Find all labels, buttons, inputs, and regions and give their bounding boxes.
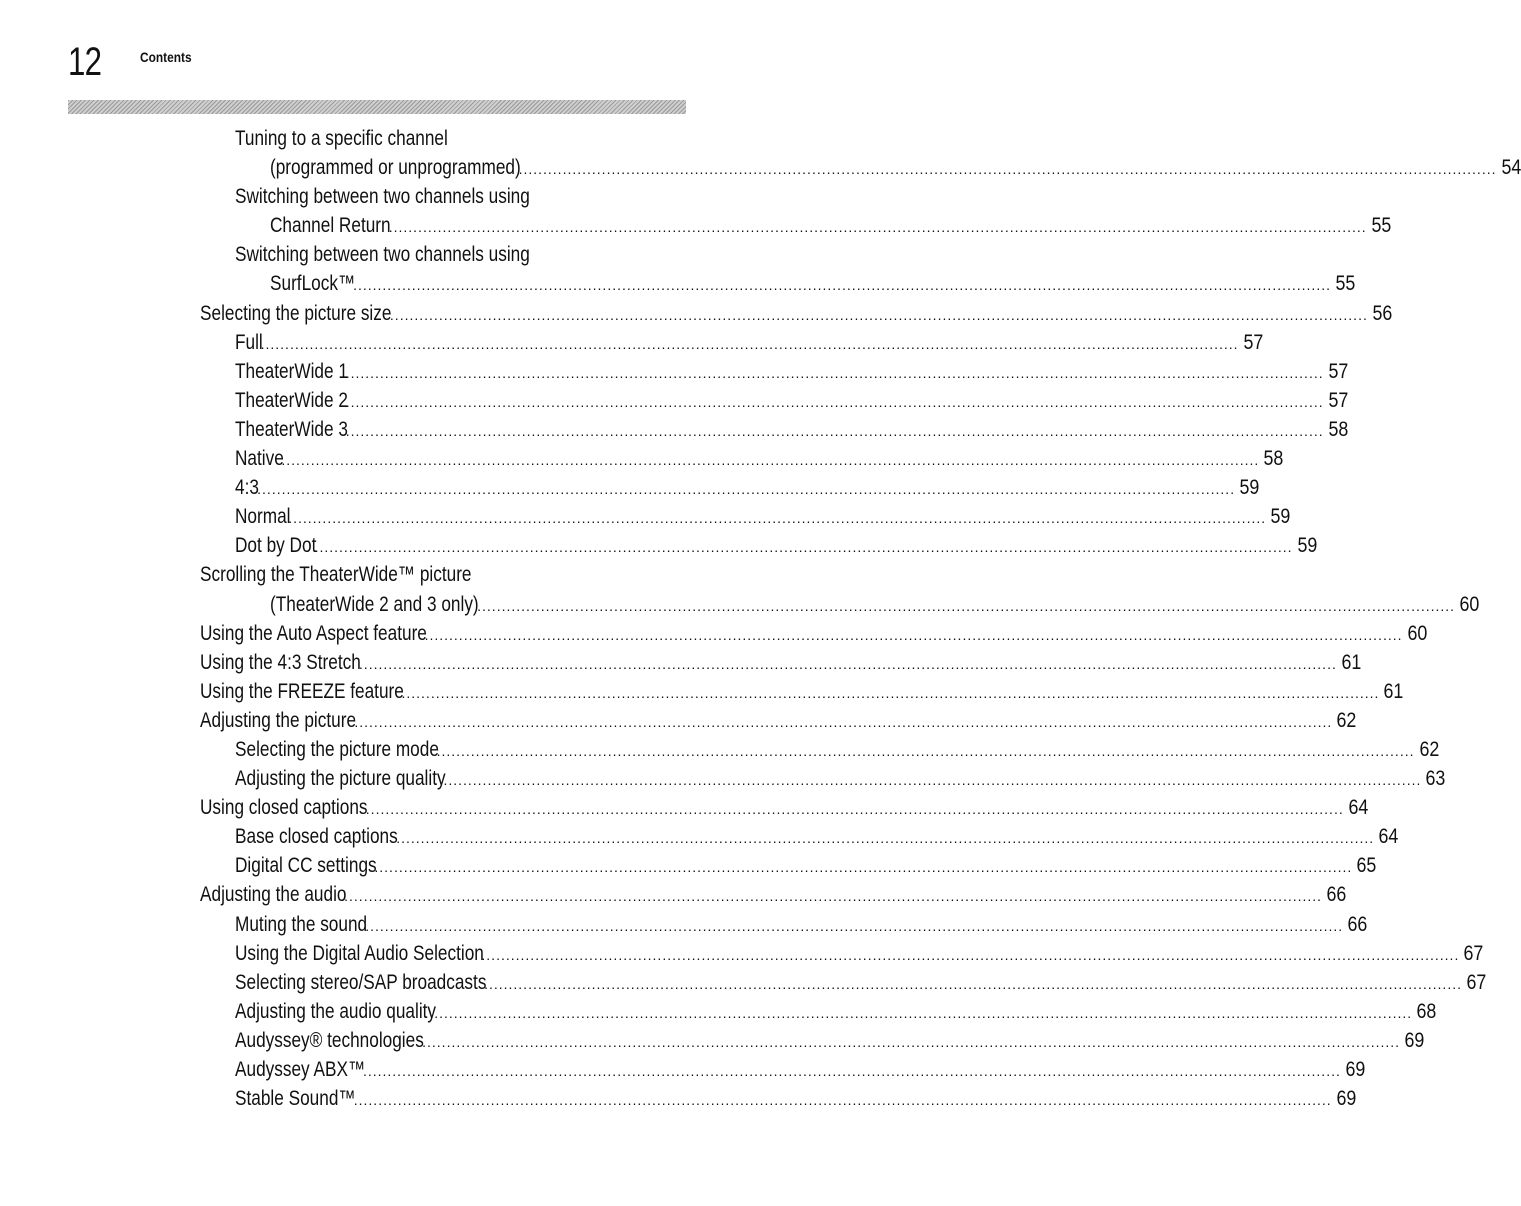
dot-leader: ........................................................................................................................................................................................................ bbox=[257, 481, 1236, 498]
toc-entry-title: 4:3 bbox=[235, 476, 259, 500]
dot-leader: ........................................................................................................................................................................................................ bbox=[422, 1033, 1401, 1050]
toc-entry-title: Using the Auto Aspect feature bbox=[200, 621, 427, 645]
toc-entry-title: TheaterWide 1 bbox=[235, 359, 348, 383]
toc-entry-page: 67 bbox=[1463, 941, 1484, 965]
toc-entry-page: 54 bbox=[1501, 156, 1521, 180]
toc-entry-page: 66 bbox=[1326, 883, 1347, 907]
toc-entry bbox=[200, 182, 704, 211]
toc-entry-row bbox=[235, 328, 1263, 359]
toc-entry-row bbox=[200, 299, 1393, 330]
toc-entry-page: 69 bbox=[1404, 1028, 1425, 1052]
toc-entry-title: Audyssey ABX™ bbox=[235, 1058, 366, 1081]
toc-entry-page: 66 bbox=[1347, 912, 1368, 936]
toc-entry-page: 57 bbox=[1328, 359, 1348, 383]
toc-entry-title: Full bbox=[235, 330, 263, 354]
toc-entry bbox=[200, 1084, 1357, 1113]
toc-entry-title: Digital CC settings bbox=[235, 854, 377, 878]
toc-entry-page: 55 bbox=[1335, 272, 1356, 296]
toc-entry-row bbox=[235, 997, 1437, 1028]
toc-entry bbox=[200, 444, 1284, 473]
toc-entry-row bbox=[270, 269, 1356, 300]
toc-entry bbox=[200, 910, 1368, 939]
dot-leader: ........................................................................................................................................................................................................ bbox=[436, 742, 1415, 759]
dot-leader: ........................................................................................................................................................................................................ bbox=[396, 830, 1375, 847]
dot-leader: ........................................................................................................................................................................................................ bbox=[401, 684, 1380, 701]
toc-entry-row bbox=[235, 851, 1377, 882]
toc-entry bbox=[200, 415, 1348, 444]
toc-entry-row bbox=[235, 735, 1439, 766]
toc-entry-row bbox=[235, 444, 1284, 475]
toc-entry-row bbox=[235, 910, 1368, 941]
toc-entry-page: 67 bbox=[1466, 970, 1487, 994]
toc-entry-row bbox=[235, 415, 1348, 446]
dot-leader: ........................................................................................................................................................................................................ bbox=[365, 917, 1344, 934]
toc-entry-title: Using the 4:3 Stretch bbox=[200, 650, 361, 674]
toc-entry-title: (TheaterWide 2 and 3 only) bbox=[270, 592, 479, 616]
toc-entry-row bbox=[270, 153, 1521, 184]
header-rule bbox=[68, 100, 686, 114]
toc-entry-page: 58 bbox=[1328, 417, 1348, 441]
toc-entry-page: 59 bbox=[1297, 534, 1317, 558]
dot-leader: ........................................................................................................................................................................................................ bbox=[424, 626, 1403, 643]
toc-entry-row bbox=[235, 968, 1487, 999]
dot-leader: ........................................................................................................................................................................................................ bbox=[281, 452, 1260, 469]
dot-leader: ........................................................................................................................................................................................................ bbox=[344, 888, 1323, 905]
dot-leader: ........................................................................................................................................................................................................ bbox=[362, 1063, 1341, 1079]
toc-entry-row bbox=[235, 1055, 1366, 1086]
toc-entry bbox=[200, 648, 1362, 677]
toc-entry-row bbox=[270, 590, 1480, 621]
toc-entry-title: Dot by Dot bbox=[235, 534, 317, 558]
toc-entry-row bbox=[235, 764, 1446, 795]
toc-entry-title: Stable Sound™ bbox=[235, 1087, 356, 1111]
toc-entry-row bbox=[235, 1026, 1425, 1057]
toc-entry-row bbox=[235, 386, 1348, 417]
toc-entry bbox=[200, 793, 1369, 822]
toc-entry-title: Using the FREEZE feature bbox=[200, 679, 404, 703]
toc-entry-title: Adjusting the picture quality bbox=[235, 767, 446, 791]
dot-leader: ........................................................................................................................................................................................................ bbox=[484, 975, 1462, 992]
toc-entry-title: Channel Return bbox=[270, 214, 391, 238]
dot-leader: ........................................................................................................................................................................................................ bbox=[345, 422, 1324, 439]
dot-leader: ........................................................................................................................................................................................................ bbox=[389, 306, 1368, 323]
toc-entry bbox=[200, 851, 1377, 880]
toc-entry bbox=[200, 880, 1347, 909]
toc-entry-row bbox=[235, 357, 1348, 388]
toc-entry bbox=[200, 677, 1404, 706]
dot-leader: ........................................................................................................................................................................................................ bbox=[345, 393, 1324, 410]
toc-entry bbox=[200, 269, 1356, 298]
toc-entry bbox=[200, 997, 1437, 1026]
toc-entry-title: Switching between two channels using bbox=[235, 243, 530, 267]
toc-entry-title: Adjusting the audio quality bbox=[235, 999, 437, 1023]
toc-entry-page: 57 bbox=[1243, 330, 1263, 354]
toc-entry bbox=[200, 590, 1480, 619]
toc-entry-title: Tuning to a specific channel bbox=[235, 127, 448, 150]
toc-entry-page: 58 bbox=[1263, 447, 1284, 471]
toc-entry-title: Using the Digital Audio Selection bbox=[235, 941, 484, 965]
toc-entry-page: 63 bbox=[1425, 767, 1446, 791]
toc-entry-title: Adjusting the audio bbox=[200, 883, 347, 907]
toc-entry-page: 69 bbox=[1336, 1087, 1357, 1111]
dot-leader: ........................................................................................................................................................................................................ bbox=[434, 1004, 1413, 1021]
toc-entry-row bbox=[235, 822, 1399, 853]
toc-entry-title: Normal bbox=[235, 505, 291, 529]
toc-entry bbox=[200, 328, 1263, 357]
toc-entry-row bbox=[200, 677, 1404, 708]
toc-entry-page: 60 bbox=[1407, 621, 1427, 645]
toc-entry bbox=[200, 619, 1427, 648]
toc-entry-row bbox=[235, 1084, 1357, 1115]
toc-entry-title: Base closed captions bbox=[235, 825, 398, 849]
toc-entry-row bbox=[235, 531, 1317, 562]
toc-entry-title: Selecting the picture size bbox=[200, 301, 392, 325]
dot-leader: ........................................................................................................................................................................................................ bbox=[260, 335, 1239, 352]
toc-entry bbox=[200, 822, 1399, 851]
dot-leader: ........................................................................................................................................................................................................ bbox=[345, 364, 1324, 381]
toc-entry bbox=[200, 764, 1446, 793]
toc-entry-page: 69 bbox=[1345, 1058, 1366, 1081]
toc-entry bbox=[200, 153, 1521, 182]
dot-leader: ........................................................................................................................................................................................................ bbox=[353, 277, 1331, 294]
toc-entry-row bbox=[235, 502, 1291, 533]
toc-entry-title: Audyssey® technologies bbox=[235, 1028, 424, 1052]
toc-entry bbox=[200, 531, 1317, 560]
toc-entry-title: Adjusting the picture bbox=[200, 708, 357, 732]
toc-entry-row bbox=[200, 880, 1347, 911]
dot-leader: ........................................................................................................................................................................................................ bbox=[477, 597, 1456, 614]
dot-leader: ........................................................................................................................................................................................................ bbox=[388, 219, 1367, 236]
toc-entry bbox=[200, 706, 1357, 735]
toc-entry-page: 65 bbox=[1356, 854, 1377, 878]
toc-entry-title: (programmed or unprogrammed) bbox=[270, 156, 521, 180]
dot-leader: ........................................................................................................................................................................................................ bbox=[518, 161, 1497, 178]
dot-leader: ........................................................................................................................................................................................................ bbox=[314, 539, 1293, 556]
toc-entry bbox=[200, 560, 704, 589]
toc-entry-row bbox=[200, 706, 1357, 737]
toc-entry-page: 56 bbox=[1372, 301, 1393, 325]
toc-entry-row bbox=[270, 211, 1392, 242]
toc-entry-row bbox=[235, 939, 1484, 970]
dot-leader: ........................................................................................................................................................................................................ bbox=[354, 713, 1333, 730]
toc-entry-row bbox=[200, 648, 1362, 679]
toc-entry-title: Native bbox=[235, 447, 284, 471]
toc-entry-row bbox=[200, 619, 1427, 650]
toc-entry-title: Selecting stereo/SAP broadcasts bbox=[235, 970, 487, 994]
section-title: Contents bbox=[140, 49, 192, 65]
toc-entry-page: 64 bbox=[1378, 825, 1399, 849]
toc-entry-page: 59 bbox=[1270, 505, 1291, 529]
table-of-contents bbox=[200, 124, 1521, 1113]
toc-entry bbox=[200, 124, 704, 153]
toc-entry-title: TheaterWide 3 bbox=[235, 417, 348, 441]
toc-entry-page: 59 bbox=[1239, 476, 1260, 500]
toc-entry-title: Scrolling the TheaterWide™ picture bbox=[200, 563, 472, 587]
toc-entry bbox=[200, 735, 1439, 764]
dot-leader: ........................................................................................................................................................................................................ bbox=[443, 772, 1422, 789]
toc-entry-page: 57 bbox=[1328, 388, 1348, 412]
toc-entry-title: TheaterWide 2 bbox=[235, 388, 348, 412]
toc-entry-title: Muting the sound bbox=[235, 912, 368, 936]
dot-leader: ........................................................................................................................................................................................................ bbox=[288, 510, 1267, 527]
toc-entry-page: 68 bbox=[1416, 999, 1437, 1023]
toc-entry bbox=[200, 357, 1348, 386]
toc-entry-page: 61 bbox=[1341, 650, 1362, 674]
toc-entry bbox=[200, 473, 1260, 502]
toc-entry bbox=[200, 386, 1348, 415]
dot-leader: ........................................................................................................................................................................................................ bbox=[374, 859, 1353, 876]
toc-entry-title: Selecting the picture mode bbox=[235, 737, 439, 761]
toc-entry-page: 64 bbox=[1348, 796, 1369, 820]
toc-entry-page: 62 bbox=[1336, 708, 1357, 732]
dot-leader: ........................................................................................................................................................................................................ bbox=[481, 946, 1460, 963]
toc-entry bbox=[200, 299, 1393, 328]
toc-entry-title: Switching between two channels using bbox=[235, 185, 530, 209]
dot-leader: ........................................................................................................................................................................................................ bbox=[353, 1092, 1332, 1109]
toc-entry-page: 62 bbox=[1419, 737, 1439, 761]
toc-entry bbox=[200, 240, 704, 269]
toc-entry-page: 55 bbox=[1371, 214, 1392, 238]
toc-entry bbox=[200, 211, 1392, 240]
toc-entry-page: 61 bbox=[1383, 679, 1404, 703]
toc-entry-title: SurfLock™ bbox=[270, 272, 356, 296]
toc-entry bbox=[200, 502, 1291, 531]
toc-entry-row bbox=[235, 473, 1260, 504]
toc-entry bbox=[200, 1026, 1425, 1055]
toc-entry-row bbox=[200, 793, 1369, 824]
dot-leader: ........................................................................................................................................................................................................ bbox=[358, 655, 1337, 672]
toc-entry bbox=[200, 1055, 1366, 1084]
toc-entry bbox=[200, 968, 1487, 997]
toc-entry-page: 60 bbox=[1459, 592, 1480, 616]
dot-leader: ........................................................................................................................................................................................................ bbox=[365, 801, 1344, 818]
toc-entry bbox=[200, 939, 1484, 968]
page-number: 12 bbox=[68, 40, 102, 84]
toc-entry-title: Using closed captions bbox=[200, 796, 368, 820]
